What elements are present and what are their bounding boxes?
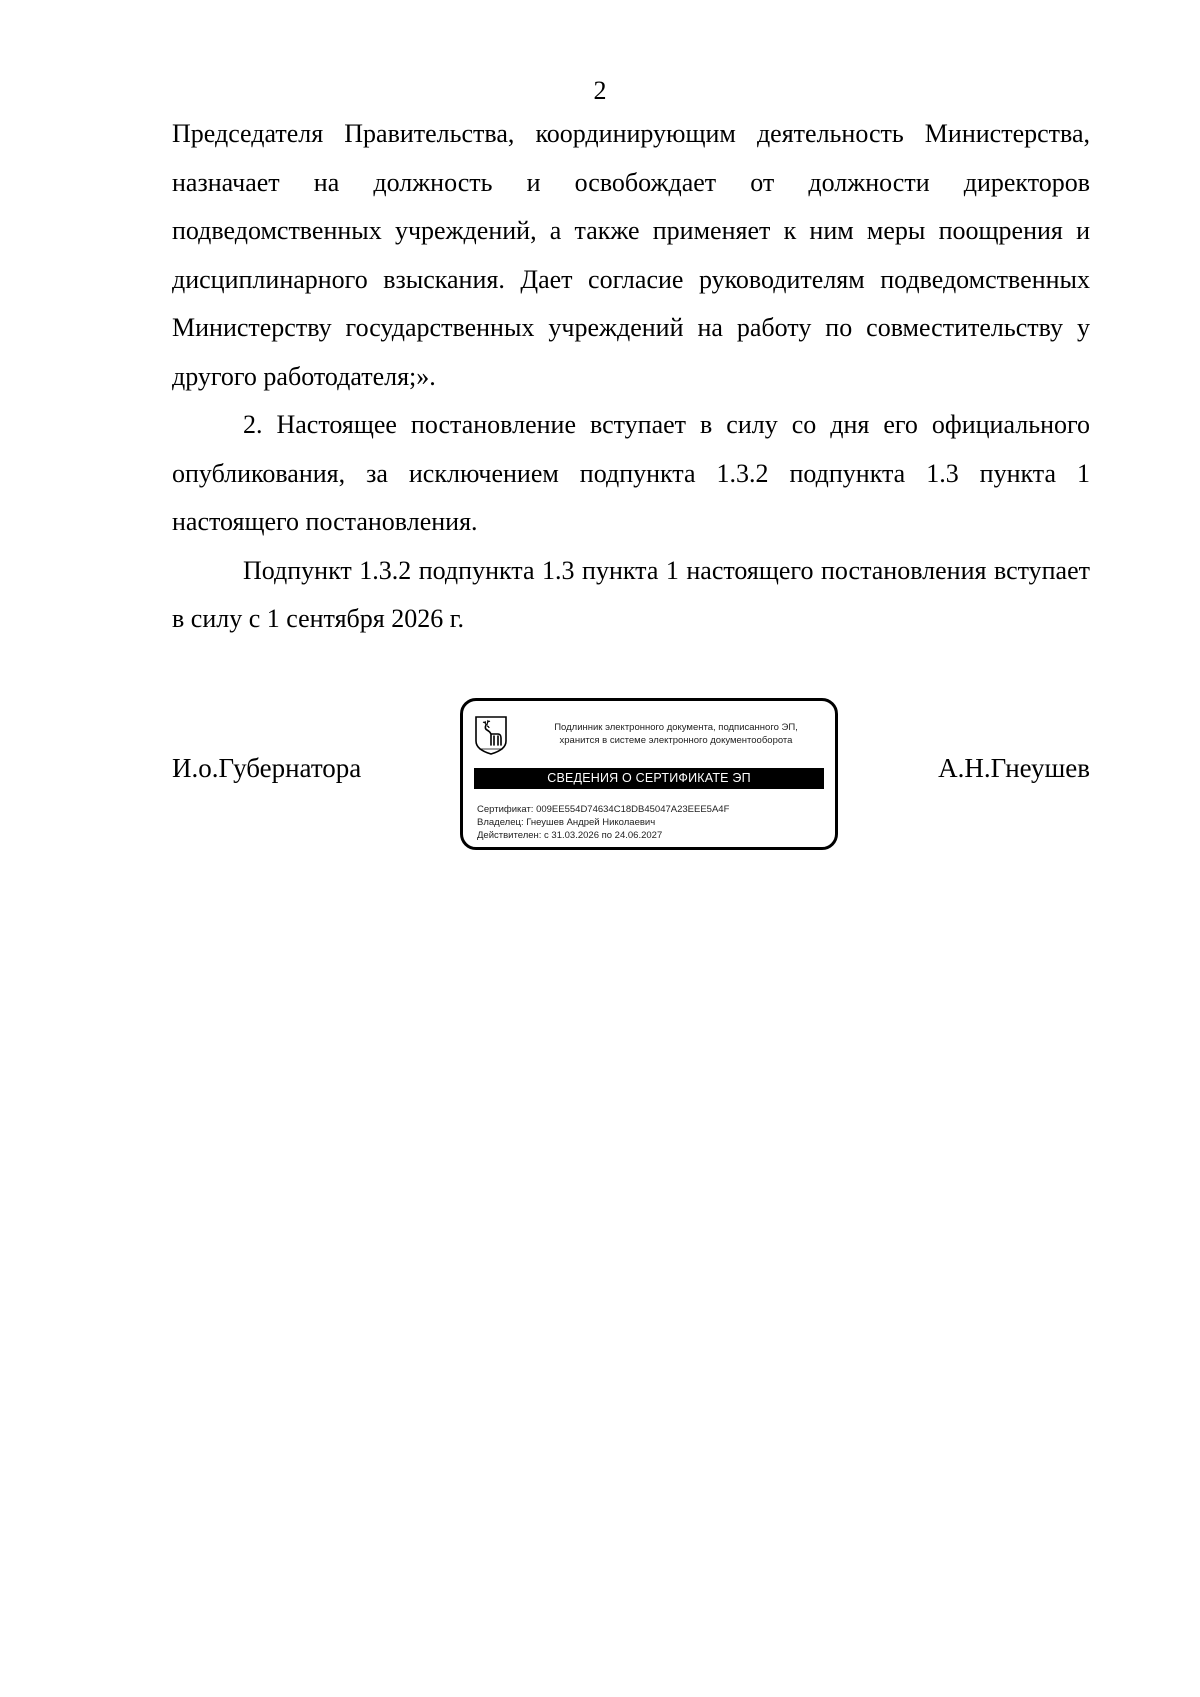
stamp-certificate-title: СВЕДЕНИЯ О СЕРТИФИКАТЕ ЭП (474, 768, 824, 789)
document-body (172, 110, 1090, 644)
signatory-title: И.о.Губернатора (172, 753, 362, 783)
page-number: 2 (593, 76, 607, 105)
paragraph-continuation: Председателя Правительства, координирующим деятельность Министерства, назначает на должность и освобождает от должности директоров подведомственных учреждений, а также применяет к ним меры поощрения и дисциплинарного взыскания. Дает согласие руководителям подведомственных Министерству государственных учреждений на работу по совместительству у другого работодателя;». (172, 119, 1090, 391)
deer-emblem-icon (474, 715, 508, 755)
certificate-owner: Владелец: Гнеушев Андрей Николаевич (477, 817, 656, 828)
stamp-certificate-details (477, 803, 729, 842)
stamp-header-line-2: хранится в системе электронного документооборота (559, 735, 793, 746)
stamp-header-line-1: Подлинник электронного документа, подписанного ЭП, (554, 722, 798, 733)
signatory-name: А.Н.Гнеушев (938, 753, 1090, 783)
certificate-number: Сертификат: 009EE554D74634C18DB45047A23EEE5A4F (477, 804, 730, 815)
electronic-signature-stamp (460, 698, 838, 850)
stamp-header (521, 721, 831, 747)
paragraph-subitem-effective-date: Подпункт 1.3.2 подпункта 1.3 пункта 1 настоящего постановления вступает в силу с 1 сентября 2026 г. (172, 555, 1090, 633)
certificate-validity: Действителен: с 31.03.2026 по 24.06.2027 (477, 830, 663, 841)
paragraph-item-2: 2. Настоящее постановление вступает в силу со дня его официального опубликования, за исключением подпункта 1.3.2 подпункта 1.3 пункта 1 настоящего постановления. (172, 410, 1090, 536)
signature-block (172, 690, 1090, 870)
